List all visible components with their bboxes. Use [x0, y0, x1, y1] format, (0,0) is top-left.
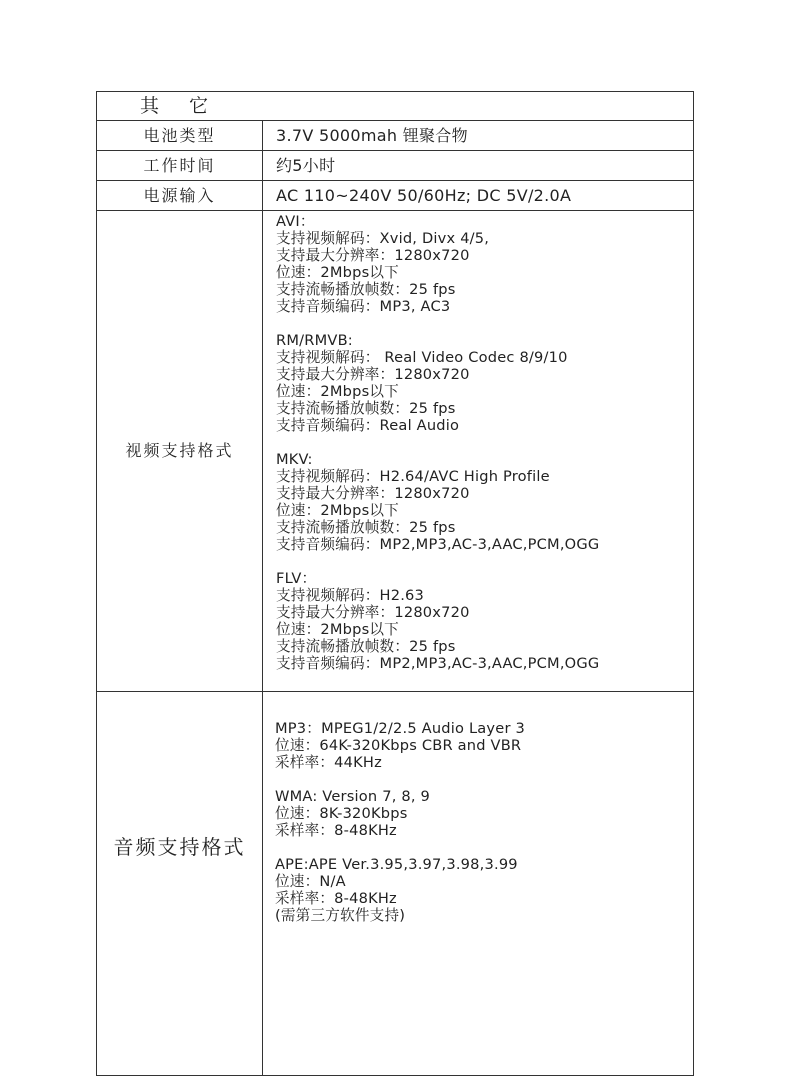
format-line: 支持视频解码： Real Video Codec 8/9/10: [276, 349, 568, 366]
spacer: [275, 839, 693, 856]
video-format-flv: [276, 570, 693, 672]
spacer: [276, 315, 693, 332]
power-input-value: AC 110~240V 50/60Hz; DC 5V/2.0A: [263, 181, 694, 211]
format-line: 支持流畅播放帧数：25 fps: [276, 281, 456, 298]
video-format-mkv: [276, 451, 693, 553]
table-row-power-input: [97, 181, 694, 211]
format-line: 位速：2Mbps以下: [276, 502, 399, 519]
battery-label: 电池类型: [97, 121, 263, 151]
format-line: 采样率：8-48KHz: [275, 822, 397, 839]
format-line: 支持视频解码：H2.63: [276, 587, 425, 604]
section-title: 其它: [140, 95, 239, 117]
format-line: 支持最大分辨率：1280x720: [276, 247, 470, 264]
spacer: [276, 434, 693, 451]
format-line: 采样率：8-48KHz: [275, 890, 397, 907]
format-line: 位速：N/A: [275, 873, 346, 890]
section-header-cell: [97, 92, 694, 121]
format-line: 位速：8K-320Kbps: [275, 805, 408, 822]
format-line: 支持视频解码：H2.64/AVC High Profile: [276, 468, 550, 485]
format-line: 位速：64K-320Kbps CBR and VBR: [275, 737, 522, 754]
audio-format-ape: [275, 856, 693, 924]
format-line: 支持音频编码：MP3, AC3: [276, 298, 451, 315]
power-input-label: 电源输入: [97, 181, 263, 211]
format-line: 位速：2Mbps以下: [276, 264, 399, 281]
format-name: RM/RMVB:: [276, 332, 353, 349]
section-header-row: [97, 92, 694, 121]
format-line: 位速：2Mbps以下: [276, 383, 399, 400]
battery-value: 3.7V 5000mah 锂聚合物: [263, 121, 694, 151]
format-line: 支持流畅播放帧数：25 fps: [276, 519, 456, 536]
format-line: 支持流畅播放帧数：25 fps: [276, 400, 456, 417]
video-format-avi: [276, 213, 693, 315]
format-line: 支持最大分辨率：1280x720: [276, 604, 470, 621]
format-name: FLV：: [276, 570, 317, 587]
format-line: 位速：2Mbps以下: [276, 621, 399, 638]
format-name: APE:APE Ver.3.95,3.97,3.98,3.99: [275, 856, 518, 873]
audio-formats-value: [263, 692, 694, 1076]
format-line: 支持音频编码：MP2,MP3,AC-3,AAC,PCM,OGG: [276, 536, 600, 553]
format-name: MKV:: [276, 451, 313, 468]
format-line: 支持音频编码：Real Audio: [276, 417, 460, 434]
work-time-label: 工作时间: [97, 151, 263, 181]
spacer: [276, 553, 693, 570]
work-time-value: 约5小时: [263, 151, 694, 181]
audio-formats-label: 音频支持格式: [97, 692, 263, 1076]
format-line: 支持音频编码：MP2,MP3,AC-3,AAC,PCM,OGG: [276, 655, 600, 672]
format-line: (需第三方软件支持): [275, 907, 406, 924]
audio-format-mp3: [275, 720, 693, 771]
table-row-video-formats: [97, 211, 694, 692]
table-row-work-time: [97, 151, 694, 181]
video-formats-label: 视频支持格式: [97, 211, 263, 692]
format-name: AVI：: [276, 213, 315, 230]
spec-table: [96, 91, 694, 1076]
video-format-rmvb: [276, 332, 693, 434]
format-line: 支持最大分辨率：1280x720: [276, 366, 470, 383]
table-row-battery: [97, 121, 694, 151]
table-row-audio-formats: [97, 692, 694, 1076]
format-line: 采样率：44KHz: [275, 754, 382, 771]
audio-format-wma: [275, 788, 693, 839]
format-name: WMA: Version 7, 8, 9: [275, 788, 431, 805]
video-formats-value: [263, 211, 694, 692]
format-line: 支持流畅播放帧数：25 fps: [276, 638, 456, 655]
format-line: 支持最大分辨率：1280x720: [276, 485, 470, 502]
format-line: 支持视频解码：Xvid, Divx 4/5,: [276, 230, 490, 247]
spacer: [275, 771, 693, 788]
format-name: MP3：MPEG1/2/2.5 Audio Layer 3: [275, 720, 525, 737]
